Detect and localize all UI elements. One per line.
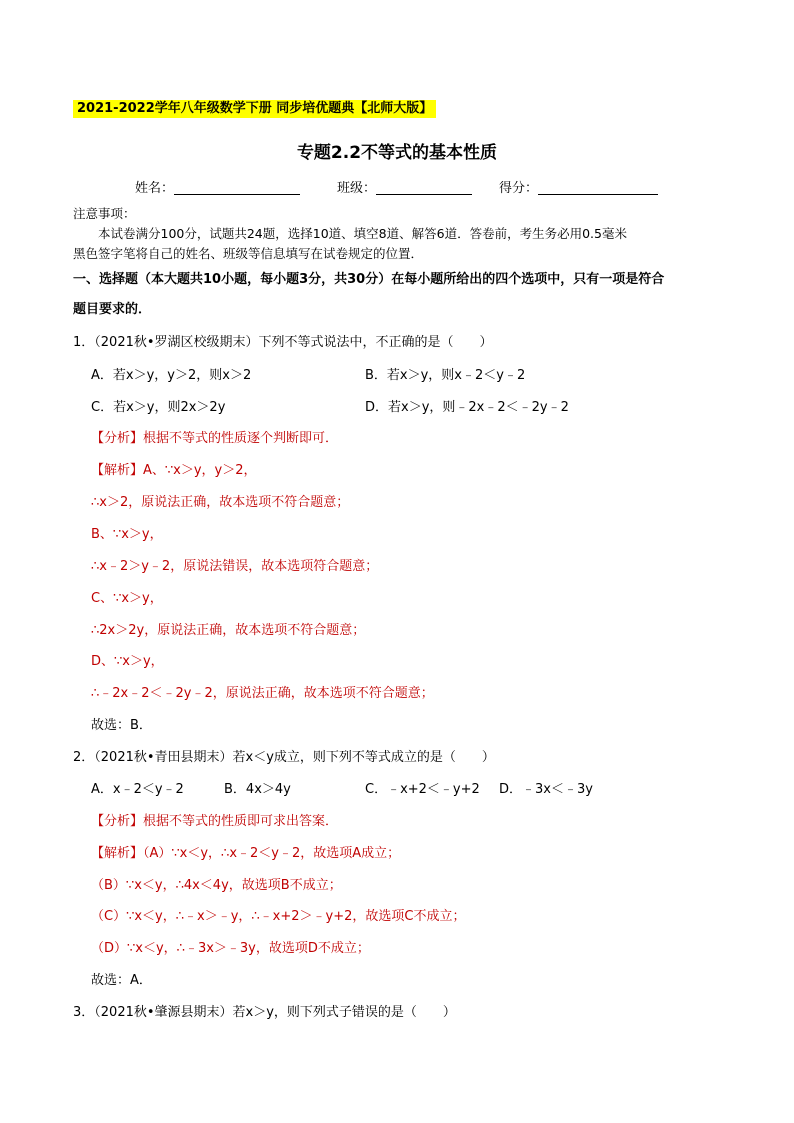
q1-solution-line-2: ∴x＞2，原说法正确，故本选项不符合题意； [91, 495, 350, 510]
score-label: 得分： [499, 181, 539, 196]
q1-stem: 1．（2021秋•罗湖区校级期末）下列不等式说法中，不正确的是（ ） [73, 335, 493, 350]
q1-answer: 故选：B． [91, 718, 152, 733]
q3-stem: 3．（2021秋•肇源县期末）若x＞y，则下列式子错误的是（ ） [73, 1005, 456, 1020]
notes-line-1: 本试卷满分100分，试题共24题，选择10道、填空8道、解答6道．答卷前，考生务必用0.5毫米 [98, 226, 627, 241]
q1-solution-line-6: ∴2x＞2y，原说法正确，故本选项不符合题意； [91, 623, 366, 638]
q2-option-b: B．4x＞4y [224, 782, 291, 797]
q2-option-c: C．﹣x+2＜﹣y+2 [365, 782, 480, 797]
class-field [337, 177, 472, 196]
course-banner: 2021-2022学年八年级数学下册 同步培优题典【北师大版】 [73, 100, 436, 118]
q2-stem: 2．（2021秋•青田县期末）若x＜y成立，则下列不等式成立的是（ ） [73, 750, 495, 765]
name-blank [174, 180, 300, 195]
name-field [135, 177, 300, 196]
class-blank [376, 180, 472, 195]
q1-option-d: D．若x＞y，则﹣2x﹣2＜﹣2y﹣2 [365, 400, 569, 415]
q2-answer: 故选：A． [91, 973, 152, 988]
q1-option-c: C．若x＞y，则2x＞2y [91, 400, 226, 415]
q2-solution-line-3: （C）∵x＜y，∴﹣x＞﹣y，∴﹣x+2＞﹣y+2，故选项C不成立； [91, 909, 466, 924]
q1-solution-line-5: C、∵x＞y， [91, 591, 163, 606]
q2-solution-line-2: （B）∵x＜y，∴4x＜4y，故选项B不成立； [91, 878, 342, 893]
q1-option-a: A．若x＞y，y＞2，则x＞2 [91, 368, 252, 383]
q1-solution-line-1: 【解析】A、∵x＞y，y＞2， [91, 463, 257, 478]
q1-analysis: 【分析】根据不等式的性质逐个判断即可． [91, 431, 339, 446]
q1-solution-line-3: B、∵x＞y， [91, 527, 163, 542]
score-field [499, 177, 658, 196]
notes-line-2: 黑色签字笔将自己的姓名、班级等信息填写在试卷规定的位置． [73, 246, 424, 261]
q1-option-b: B．若x＞y，则x﹣2＜y﹣2 [365, 368, 526, 383]
q1-solution-line-4: ∴x﹣2＞y﹣2，原说法错误，故本选项符合题意； [91, 559, 379, 574]
q1-solution-line-8: ∴﹣2x﹣2＜﹣2y﹣2，原说法正确，故本选项不符合题意； [91, 686, 434, 701]
class-label: 班级： [337, 181, 377, 196]
section-heading-line-1: 一、选择题（本大题共10小题，每小题3分，共30分）在每小题所给出的四个选项中，只有一项是符合 [73, 272, 665, 287]
name-label: 姓名： [135, 181, 175, 196]
q2-solution-line-4: （D）∵x＜y，∴﹣3x＞﹣3y，故选项D不成立； [91, 941, 370, 956]
q2-analysis: 【分析】根据不等式的性质即可求出答案． [91, 814, 339, 829]
section-heading-line-2: 题目要求的． [73, 302, 152, 317]
score-blank [538, 180, 658, 195]
q1-solution-line-7: D、∵x＞y， [91, 654, 164, 669]
notes-heading: 注意事项： [73, 206, 136, 221]
q2-solution-line-1: 【解析】（A）∵x＜y，∴x﹣2＜y﹣2，故选项A成立； [91, 846, 401, 861]
q2-option-a: A．x﹣2＜y﹣2 [91, 782, 184, 797]
page-title: 专题2.2不等式的基本性质 [296, 143, 498, 163]
q2-option-d: D．﹣3x＜﹣3y [499, 782, 593, 797]
